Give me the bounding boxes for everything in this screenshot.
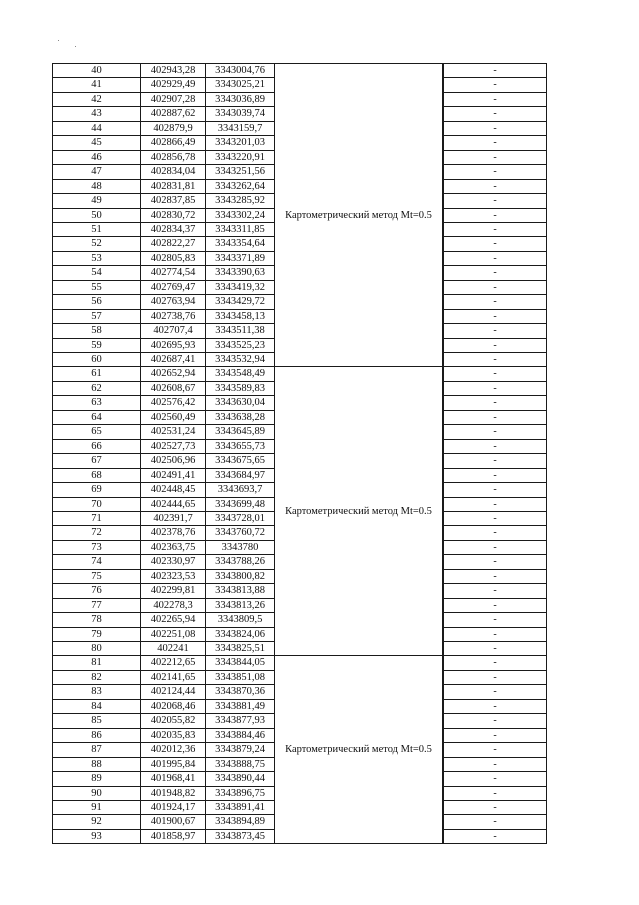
cell-x: 402251,08 [140, 627, 206, 642]
cell-x: 402012,36 [140, 742, 206, 758]
cell-x: 402805,83 [140, 251, 206, 266]
cell-y: 3343760,72 [205, 525, 275, 541]
dash-cell: - [443, 193, 547, 209]
method-label: Картометрический метод Mt=0.5 [285, 505, 432, 517]
cell-y: 3343813,88 [205, 583, 275, 599]
dash-cell: - [443, 150, 547, 165]
cell-y: 3343630,04 [205, 395, 275, 411]
dash-cell: - [443, 814, 547, 830]
cell-n: 73 [52, 540, 141, 555]
dash-cell: - [443, 569, 547, 584]
cell-n: 53 [52, 251, 141, 266]
cell-n: 84 [52, 699, 141, 714]
cell-y: 3343675,65 [205, 453, 275, 469]
cell-y: 3343525,23 [205, 338, 275, 353]
dash-cell: - [443, 786, 547, 801]
cell-x: 402834,37 [140, 222, 206, 237]
cell-n: 70 [52, 497, 141, 512]
cell-y: 3343159,7 [205, 121, 275, 136]
dash-cell: - [443, 742, 547, 758]
cell-n: 93 [52, 829, 141, 844]
method-label: Картометрический метод Mt=0.5 [285, 209, 432, 221]
cell-x: 402879,9 [140, 121, 206, 136]
cell-x: 401968,41 [140, 771, 206, 787]
cell-y: 3343419,32 [205, 280, 275, 295]
cell-n: 59 [52, 338, 141, 353]
cell-n: 82 [52, 670, 141, 685]
cell-y: 3343851,08 [205, 670, 275, 685]
scan-speck [75, 46, 76, 47]
dash-cell: - [443, 164, 547, 180]
method-cell [274, 63, 443, 367]
cell-n: 75 [52, 569, 141, 584]
dash-cell: - [443, 208, 547, 223]
cell-y: 3343891,41 [205, 800, 275, 815]
dash-cell: - [443, 338, 547, 353]
cell-x: 402769,47 [140, 280, 206, 295]
dash-cell: - [443, 92, 547, 107]
dash-cell: - [443, 612, 547, 628]
cell-n: 71 [52, 511, 141, 526]
cell-x: 402444,65 [140, 497, 206, 512]
dash-cell: - [443, 713, 547, 729]
dash-cell: - [443, 309, 547, 324]
cell-y: 3343728,01 [205, 511, 275, 526]
cell-x: 402491,41 [140, 468, 206, 483]
dash-cell: - [443, 554, 547, 570]
method-cell [274, 655, 443, 844]
cell-n: 72 [52, 525, 141, 541]
cell-n: 65 [52, 424, 141, 440]
cell-n: 85 [52, 713, 141, 729]
cell-y: 3343039,74 [205, 106, 275, 122]
cell-n: 48 [52, 179, 141, 194]
cell-n: 46 [52, 150, 141, 165]
cell-n: 80 [52, 641, 141, 656]
cell-y: 3343201,03 [205, 135, 275, 151]
dash-cell: - [443, 294, 547, 310]
dash-cell: - [443, 179, 547, 194]
cell-x: 402299,81 [140, 583, 206, 599]
cell-y: 3343884,46 [205, 728, 275, 743]
dash-cell: - [443, 641, 547, 656]
cell-x: 402943,28 [140, 63, 206, 78]
dash-cell: - [443, 482, 547, 498]
dash-cell: - [443, 627, 547, 642]
cell-x: 402527,73 [140, 439, 206, 454]
cell-x: 402576,42 [140, 395, 206, 411]
cell-y: 3343262,64 [205, 179, 275, 194]
cell-y: 3343825,51 [205, 641, 275, 656]
cell-y: 3343693,7 [205, 482, 275, 498]
cell-y: 3343809,5 [205, 612, 275, 628]
cell-y: 3343390,63 [205, 265, 275, 281]
dash-cell: - [443, 540, 547, 555]
cell-n: 79 [52, 627, 141, 642]
cell-y: 3343873,45 [205, 829, 275, 844]
cell-x: 402068,46 [140, 699, 206, 714]
cell-n: 54 [52, 265, 141, 281]
method-cell [274, 366, 443, 656]
cell-x: 402124,44 [140, 684, 206, 700]
dash-cell: - [443, 684, 547, 700]
cell-x: 401924,17 [140, 800, 206, 815]
cell-x: 402830,72 [140, 208, 206, 223]
cell-n: 77 [52, 598, 141, 613]
cell-y: 3343896,75 [205, 786, 275, 801]
cell-x: 401858,97 [140, 829, 206, 844]
cell-y: 3343589,83 [205, 381, 275, 396]
cell-x: 402378,76 [140, 525, 206, 541]
cell-x: 402695,93 [140, 338, 206, 353]
dash-cell: - [443, 63, 547, 78]
cell-y: 3343548,49 [205, 366, 275, 382]
cell-y: 3343824,06 [205, 627, 275, 642]
cell-y: 3343894,89 [205, 814, 275, 830]
cell-n: 45 [52, 135, 141, 151]
cell-y: 3343371,89 [205, 251, 275, 266]
cell-y: 3343458,13 [205, 309, 275, 324]
dash-cell: - [443, 106, 547, 122]
cell-y: 3343429,72 [205, 294, 275, 310]
dash-cell: - [443, 583, 547, 599]
dash-cell: - [443, 424, 547, 440]
cell-y: 3343813,26 [205, 598, 275, 613]
cell-y: 3343888,75 [205, 757, 275, 772]
cell-y: 3343877,93 [205, 713, 275, 729]
cell-y: 3343879,24 [205, 742, 275, 758]
cell-n: 74 [52, 554, 141, 570]
cell-n: 91 [52, 800, 141, 815]
cell-n: 50 [52, 208, 141, 223]
cell-n: 88 [52, 757, 141, 772]
cell-x: 402265,94 [140, 612, 206, 628]
cell-y: 3343699,48 [205, 497, 275, 512]
cell-x: 402330,97 [140, 554, 206, 570]
method-label: Картометрический метод Mt=0.5 [285, 744, 432, 755]
cell-y: 3343638,28 [205, 410, 275, 425]
cell-y: 3343788,26 [205, 554, 275, 570]
dash-cell: - [443, 655, 547, 671]
cell-y: 3343655,73 [205, 439, 275, 454]
cell-n: 64 [52, 410, 141, 425]
cell-y: 3343251,56 [205, 164, 275, 180]
dash-cell: - [443, 497, 547, 512]
cell-x: 402560,49 [140, 410, 206, 425]
cell-y: 3343684,97 [205, 468, 275, 483]
cell-x: 402738,76 [140, 309, 206, 324]
cell-x: 402141,65 [140, 670, 206, 685]
cell-x: 402055,82 [140, 713, 206, 729]
cell-x: 402774,54 [140, 265, 206, 281]
cell-n: 68 [52, 468, 141, 483]
cell-n: 89 [52, 771, 141, 787]
dash-cell: - [443, 829, 547, 844]
dash-cell: - [443, 757, 547, 772]
cell-n: 62 [52, 381, 141, 396]
cell-y: 3343311,85 [205, 222, 275, 237]
cell-y: 3343890,44 [205, 771, 275, 787]
dash-cell: - [443, 453, 547, 469]
cell-n: 92 [52, 814, 141, 830]
dash-cell: - [443, 771, 547, 787]
cell-x: 402929,49 [140, 77, 206, 93]
cell-n: 76 [52, 583, 141, 599]
dash-cell: - [443, 800, 547, 815]
cell-n: 57 [52, 309, 141, 324]
cell-x: 402856,78 [140, 150, 206, 165]
cell-x: 402323,53 [140, 569, 206, 584]
dash-cell: - [443, 395, 547, 411]
dash-cell: - [443, 728, 547, 743]
cell-x: 402652,94 [140, 366, 206, 382]
cell-n: 51 [52, 222, 141, 237]
dash-cell: - [443, 439, 547, 454]
dash-cell: - [443, 280, 547, 295]
cell-x: 402448,45 [140, 482, 206, 498]
dash-cell: - [443, 670, 547, 685]
cell-x: 402506,96 [140, 453, 206, 469]
cell-x: 402866,49 [140, 135, 206, 151]
dash-cell: - [443, 222, 547, 237]
cell-n: 52 [52, 236, 141, 252]
cell-x: 402707,4 [140, 323, 206, 339]
cell-x: 402831,81 [140, 179, 206, 194]
cell-x: 402907,28 [140, 92, 206, 107]
cell-x: 401900,67 [140, 814, 206, 830]
dash-cell: - [443, 699, 547, 714]
cell-n: 78 [52, 612, 141, 628]
cell-x: 401995,84 [140, 757, 206, 772]
cell-x: 402837,85 [140, 193, 206, 209]
cell-n: 66 [52, 439, 141, 454]
cell-x: 402241 [140, 641, 206, 656]
dash-cell: - [443, 77, 547, 93]
dash-cell: - [443, 135, 547, 151]
cell-x: 402608,67 [140, 381, 206, 396]
cell-x: 402822,27 [140, 236, 206, 252]
dash-cell: - [443, 251, 547, 266]
cell-x: 402035,83 [140, 728, 206, 743]
cell-y: 3343780 [205, 540, 275, 555]
cell-y: 3343645,89 [205, 424, 275, 440]
dash-cell: - [443, 525, 547, 541]
cell-y: 3343532,94 [205, 352, 275, 367]
cell-n: 67 [52, 453, 141, 469]
cell-n: 41 [52, 77, 141, 93]
cell-x: 401948,82 [140, 786, 206, 801]
dash-cell: - [443, 352, 547, 367]
cell-n: 61 [52, 366, 141, 382]
cell-n: 49 [52, 193, 141, 209]
cell-n: 69 [52, 482, 141, 498]
dash-cell: - [443, 366, 547, 382]
cell-x: 402687,41 [140, 352, 206, 367]
cell-n: 86 [52, 728, 141, 743]
cell-n: 87 [52, 742, 141, 758]
cell-y: 3343354,64 [205, 236, 275, 252]
scan-speck [58, 40, 59, 41]
cell-x: 402391,7 [140, 511, 206, 526]
cell-y: 3343870,36 [205, 684, 275, 700]
cell-y: 3343285,92 [205, 193, 275, 209]
dash-cell: - [443, 511, 547, 526]
cell-n: 44 [52, 121, 141, 136]
cell-y: 3343220,91 [205, 150, 275, 165]
cell-n: 43 [52, 106, 141, 122]
cell-n: 56 [52, 294, 141, 310]
cell-n: 60 [52, 352, 141, 367]
cell-y: 3343302,24 [205, 208, 275, 223]
cell-n: 47 [52, 164, 141, 180]
cell-y: 3343800,82 [205, 569, 275, 584]
cell-n: 55 [52, 280, 141, 295]
cell-n: 83 [52, 684, 141, 700]
dash-cell: - [443, 381, 547, 396]
cell-n: 42 [52, 92, 141, 107]
dash-cell: - [443, 410, 547, 425]
cell-x: 402212,65 [140, 655, 206, 671]
cell-x: 402834,04 [140, 164, 206, 180]
dash-cell: - [443, 236, 547, 252]
cell-x: 402887,62 [140, 106, 206, 122]
cell-n: 81 [52, 655, 141, 671]
cell-n: 90 [52, 786, 141, 801]
cell-x: 402363,75 [140, 540, 206, 555]
cell-n: 63 [52, 395, 141, 411]
cell-y: 3343844,05 [205, 655, 275, 671]
cell-y: 3343511,38 [205, 323, 275, 339]
cell-x: 402531,24 [140, 424, 206, 440]
cell-x: 402278,3 [140, 598, 206, 613]
cell-y: 3343025,21 [205, 77, 275, 93]
cell-n: 58 [52, 323, 141, 339]
cell-y: 3343881,49 [205, 699, 275, 714]
dash-cell: - [443, 121, 547, 136]
dash-cell: - [443, 468, 547, 483]
dash-cell: - [443, 598, 547, 613]
cell-y: 3343004,76 [205, 63, 275, 78]
dash-cell: - [443, 323, 547, 339]
cell-x: 402763,94 [140, 294, 206, 310]
cell-y: 3343036,89 [205, 92, 275, 107]
cell-n: 40 [52, 63, 141, 78]
dash-cell: - [443, 265, 547, 281]
